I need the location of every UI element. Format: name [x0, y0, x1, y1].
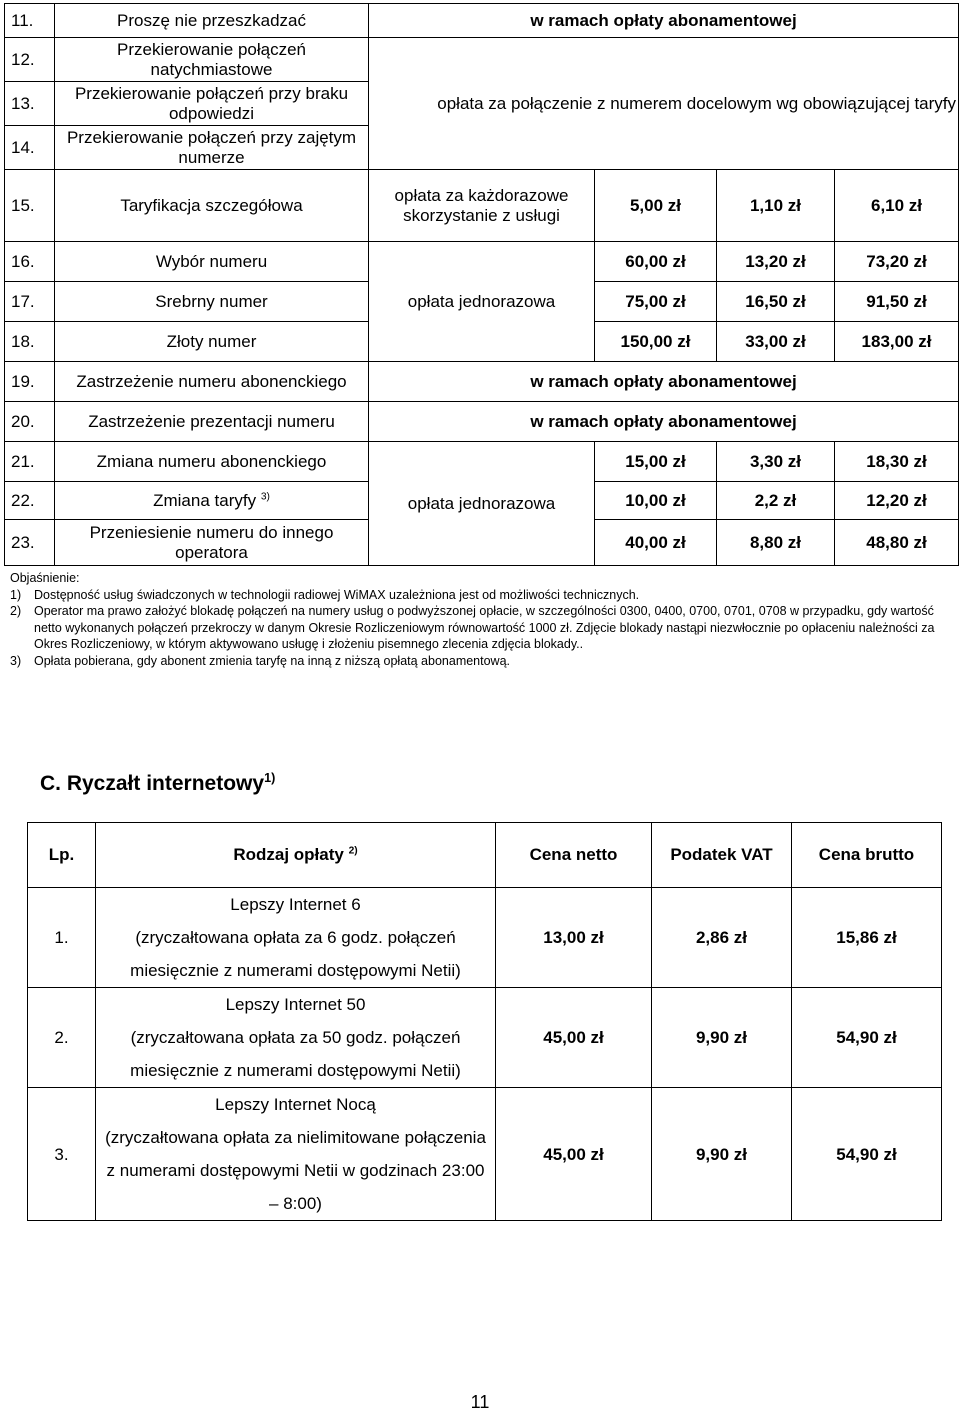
- service-name: Przekierowanie połączeń natychmiastowe: [55, 38, 369, 82]
- fee-note: w ramach opłaty abonamentowej: [369, 362, 959, 402]
- plan-name: Lepszy Internet 50: [225, 995, 366, 1014]
- net-price: 5,00 zł: [595, 170, 717, 242]
- row-number: 19.: [5, 362, 55, 402]
- note-text: Dostępność usług świadczonych w technologii radiowej WiMAX uzależniona jest od możliwości technicznych.: [34, 587, 640, 602]
- plan-cell: [96, 1088, 496, 1221]
- row-number: 16.: [5, 242, 55, 282]
- net-price: 45,00 zł: [496, 988, 652, 1088]
- note-text: Operator ma prawo założyć blokadę połączeń na numery usług o podwyższonej opłacie, w szczególności 0300, 0400, 0700, 0701, 0708 w przypadku, gdy wartość netto wykonanych połączeń przekroczy w danym Okresie Rozliczeniowym równowartość 1000 zł. Zdjęcie blokady nastąpi niezwłocznie po opłaceniu należności za Okres Rozliczeniowy, w którym aktywowano usługę i złożeniu pisemnego zlecenia zdjęcia blokady..: [34, 604, 935, 651]
- table-row: [5, 4, 959, 38]
- gross-price: 18,30 zł: [835, 442, 959, 482]
- row-lp: 3.: [28, 1088, 96, 1221]
- plan-description: (zryczałtowana opłata za nielimitowane połączenia z numerami dostępowymi Netii w godzinach 23:00 – 8:00): [105, 1128, 486, 1213]
- service-name: Zastrzeżenie prezentacji numeru: [55, 402, 369, 442]
- service-name: Srebrny numer: [55, 282, 369, 322]
- vat-amount: 1,10 zł: [717, 170, 835, 242]
- note-label: 1): [10, 587, 22, 602]
- service-name: Zastrzeżenie numeru abonenckiego: [55, 362, 369, 402]
- table-row: [5, 38, 959, 82]
- service-name: Proszę nie przeszkadzać: [55, 4, 369, 38]
- row-lp: 2.: [28, 988, 96, 1088]
- table-row: [5, 402, 959, 442]
- vat-amount: 2,2 zł: [717, 482, 835, 520]
- row-number: 13.: [5, 82, 55, 126]
- row-number: 15.: [5, 170, 55, 242]
- note-item: [10, 587, 950, 604]
- vat-amount: 9,90 zł: [652, 988, 792, 1088]
- table-row: [28, 1088, 942, 1221]
- row-number: 14.: [5, 126, 55, 170]
- gross-price: 183,00 zł: [835, 322, 959, 362]
- section-title-text: C. Ryczałt internetowy: [40, 772, 265, 795]
- vat-amount: 8,80 zł: [717, 520, 835, 566]
- fee-note: opłata za każdorazowe skorzystanie z usługi: [369, 170, 595, 242]
- row-number: 20.: [5, 402, 55, 442]
- vat-amount: 33,00 zł: [717, 322, 835, 362]
- row-number: 22.: [5, 482, 55, 520]
- table-row: [28, 888, 942, 988]
- section-title: [40, 772, 275, 796]
- service-name: [55, 482, 369, 520]
- notes-title: Objaśnienie:: [10, 571, 80, 585]
- note-text: Opłata pobierana, gdy abonent zmienia taryfę na inną z niższą opłatą abonamentową.: [34, 653, 511, 668]
- row-number: 23.: [5, 520, 55, 566]
- fee-note: w ramach opłaty abonamentowej: [369, 4, 959, 38]
- note-item: [10, 603, 950, 653]
- gross-price: 12,20 zł: [835, 482, 959, 520]
- service-name: Przekierowanie połączeń przy braku odpowiedzi: [55, 82, 369, 126]
- service-name: Wybór numeru: [55, 242, 369, 282]
- header-type-text: Rodzaj opłaty: [233, 845, 344, 864]
- page-number: 11: [470, 1392, 490, 1412]
- net-price: 40,00 zł: [595, 520, 717, 566]
- gross-price: 48,80 zł: [835, 520, 959, 566]
- services-fee-table: [4, 3, 959, 566]
- vat-amount: 16,50 zł: [717, 282, 835, 322]
- plan-name: Lepszy Internet 6: [230, 895, 361, 914]
- plan-description: (zryczałtowana opłata za 50 godz. połączeń miesięcznie z numerami dostępowymi Netii): [130, 1028, 461, 1080]
- header-net: Cena netto: [496, 823, 652, 888]
- row-number: 11.: [5, 4, 55, 38]
- table-header-row: [28, 823, 942, 888]
- header-type: [96, 823, 496, 888]
- table-row: [5, 170, 959, 242]
- gross-price: 54,90 zł: [792, 988, 942, 1088]
- gross-price: 73,20 zł: [835, 242, 959, 282]
- row-lp: 1.: [28, 888, 96, 988]
- plan-description: (zryczałtowana opłata za 6 godz. połączeń miesięcznie z numerami dostępowymi Netii): [130, 928, 461, 980]
- row-number: 21.: [5, 442, 55, 482]
- vat-amount: 13,20 zł: [717, 242, 835, 282]
- plan-cell: [96, 888, 496, 988]
- net-price: 13,00 zł: [496, 888, 652, 988]
- gross-price: 91,50 zł: [835, 282, 959, 322]
- table-row: [5, 442, 959, 482]
- header-lp: Lp.: [28, 823, 96, 888]
- net-price: 75,00 zł: [595, 282, 717, 322]
- note-label: 2): [10, 604, 22, 618]
- row-number: 17.: [5, 282, 55, 322]
- row-number: 18.: [5, 322, 55, 362]
- net-price: 45,00 zł: [496, 1088, 652, 1221]
- fee-note: w ramach opłaty abonamentowej: [369, 402, 959, 442]
- plan-name: Lepszy Internet Nocą: [215, 1095, 376, 1114]
- notes-section: [10, 570, 950, 669]
- vat-amount: 2,86 zł: [652, 888, 792, 988]
- net-price: 10,00 zł: [595, 482, 717, 520]
- fee-note: opłata jednorazowa: [369, 442, 595, 566]
- vat-amount: 9,90 zł: [652, 1088, 792, 1221]
- table-row: [28, 988, 942, 1088]
- gross-price: 54,90 zł: [792, 1088, 942, 1221]
- fee-note: opłata za połączenie z numerem docelowym wg obowiązującej taryfy: [369, 38, 959, 170]
- vat-amount: 3,30 zł: [717, 442, 835, 482]
- service-name: Przeniesienie numeru do innego operatora: [55, 520, 369, 566]
- header-vat: Podatek VAT: [652, 823, 792, 888]
- footnote-ref: 2): [348, 845, 358, 857]
- service-name: Zmiana numeru abonenckiego: [55, 442, 369, 482]
- header-gross: Cena brutto: [792, 823, 942, 888]
- footnote-ref: 1): [264, 771, 276, 785]
- service-name: Złoty numer: [55, 322, 369, 362]
- net-price: 60,00 zł: [595, 242, 717, 282]
- service-name: Przekierowanie połączeń przy zajętym numerze: [55, 126, 369, 170]
- table-row: [5, 362, 959, 402]
- footnote-ref: 3): [260, 490, 270, 502]
- internet-plans-table: [27, 822, 942, 1221]
- service-name-text: Zmiana taryfy: [153, 490, 257, 510]
- service-name: Taryfikacja szczegółowa: [55, 170, 369, 242]
- row-number: 12.: [5, 38, 55, 82]
- fee-note: opłata jednorazowa: [369, 242, 595, 362]
- gross-price: 6,10 zł: [835, 170, 959, 242]
- net-price: 150,00 zł: [595, 322, 717, 362]
- plan-cell: [96, 988, 496, 1088]
- gross-price: 15,86 zł: [792, 888, 942, 988]
- net-price: 15,00 zł: [595, 442, 717, 482]
- note-label: 3): [10, 653, 22, 668]
- note-item: [10, 653, 950, 670]
- table-row: [5, 242, 959, 282]
